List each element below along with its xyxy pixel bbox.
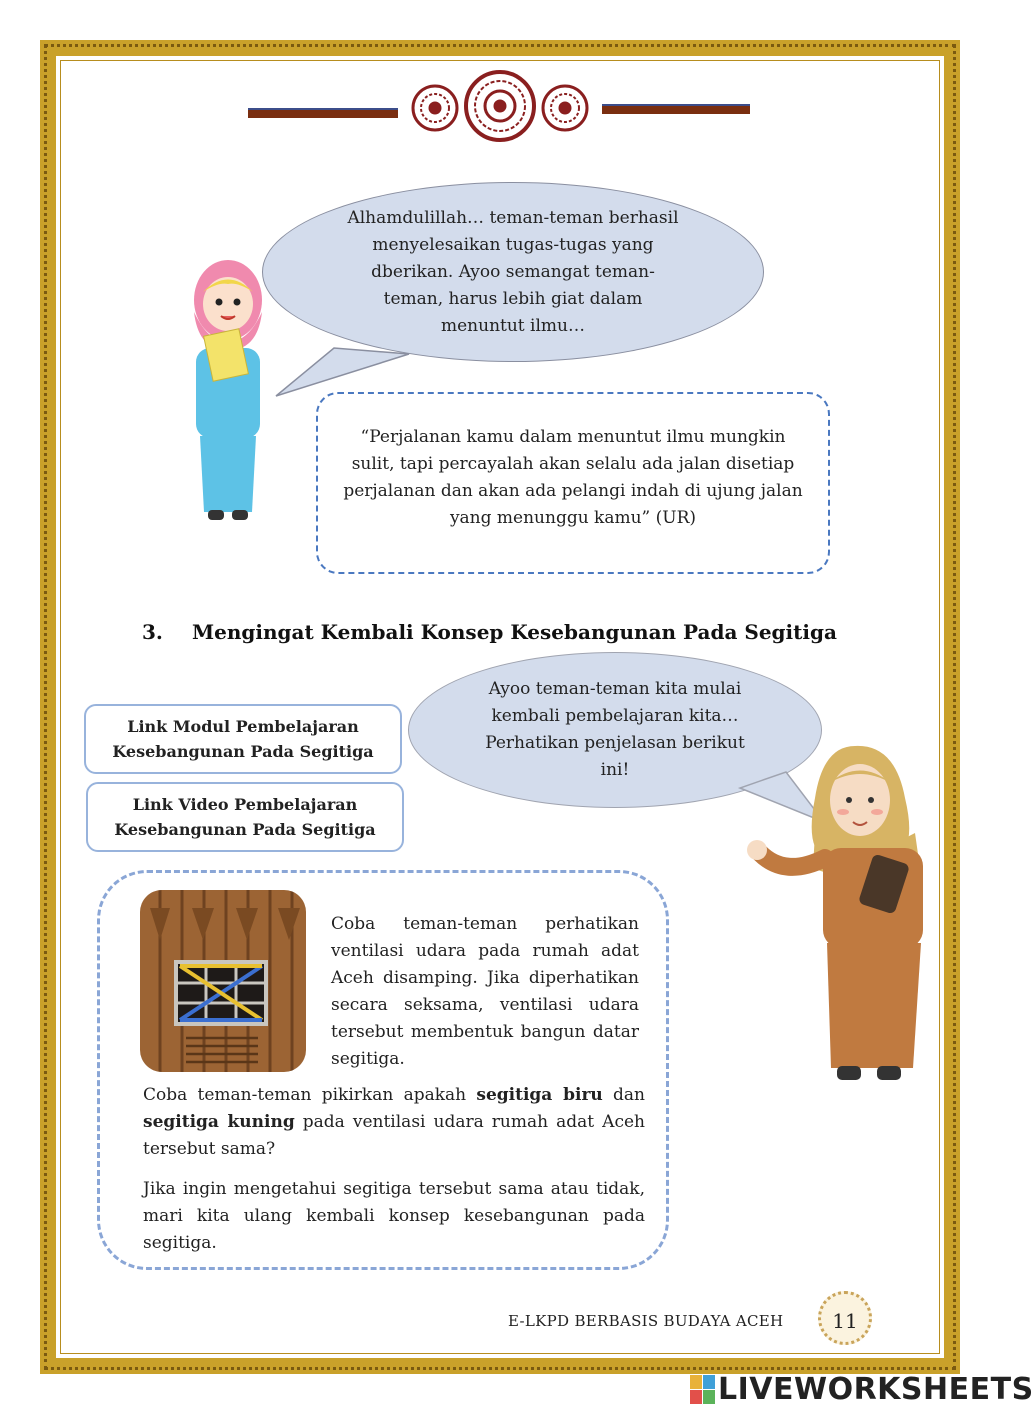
speech-bubble-girl [262,182,764,362]
info-paragraph-2-text: dan [602,1085,645,1105]
liveworksheets-logo-icon [690,1375,716,1405]
info-paragraph-2-text: Coba teman-teman pikirkan apakah [143,1085,477,1105]
ornament-bar-left [248,108,398,118]
speech-bubble-teacher-text: Ayoo teman-teman kita mulai kembali pembelajaran kita… Perhatikan penjelasan berikut ini! [485,679,745,780]
section-title: Mengingat Kembali Konsep Kesebangunan Pada Segitiga [192,620,837,644]
info-paragraph-3: Jika ingin mengetahui segitiga tersebut sama atau tidak, mari kita ulang kembali konsep kesebangunan pada segitiga. [143,1179,645,1253]
info-paragraph-1: Coba teman-teman perhatikan ventilasi udara pada rumah adat Aceh disamping. Jika diperhatikan secara seksama, ventilasi udara tersebut membentuk bangun datar segitiga. [331,914,639,1069]
liveworksheets-brand[interactable]: LIVEWORKSHEETS [718,1372,1034,1407]
teacher-illustration [745,738,940,1088]
speech-bubble-girl-tail [274,340,414,400]
info-paragraph-2 [143,1082,645,1163]
girl-student-illustration [178,252,278,527]
motivational-quote-text: “Perjalanan kamu dalam menuntut ilmu mungkin sulit, tapi percayalah akan selalu ada jalan disetiap perjalanan dan akan ada pelangi indah di ujung jalan yang menunggu kamu” (UR) [343,427,803,528]
yellow-triangle-term: segitiga kuning [143,1112,295,1132]
section-number: 3. [142,620,163,644]
info-paragraph-2-text: pada ventilasi udara rumah adat Aceh tersebut sama? [143,1112,645,1159]
blue-triangle-term: segitiga biru [476,1085,603,1105]
ornament-bar-right [602,104,750,114]
ornament-medallions-icon [405,68,595,158]
speech-bubble-girl-text: Alhamdulillah… teman-teman berhasil menyelesaikan tugas-tugas yang dberikan. Ayoo semangat teman-teman, harus lebih giat dalam menuntut ilmu… [347,207,679,336]
aceh-house-ventilation-photo [140,890,306,1072]
motivational-quote-box [316,392,830,574]
page-number: 11 [818,1291,872,1345]
footer-title: E-LKPD BERBASIS BUDAYA ACEH [508,1312,784,1330]
module-link-button[interactable]: Link Modul Pembelajaran Kesebangunan Pada Segitiga [84,704,402,774]
video-link-button[interactable]: Link Video Pembelajaran Kesebangunan Pada Segitiga [86,782,404,852]
